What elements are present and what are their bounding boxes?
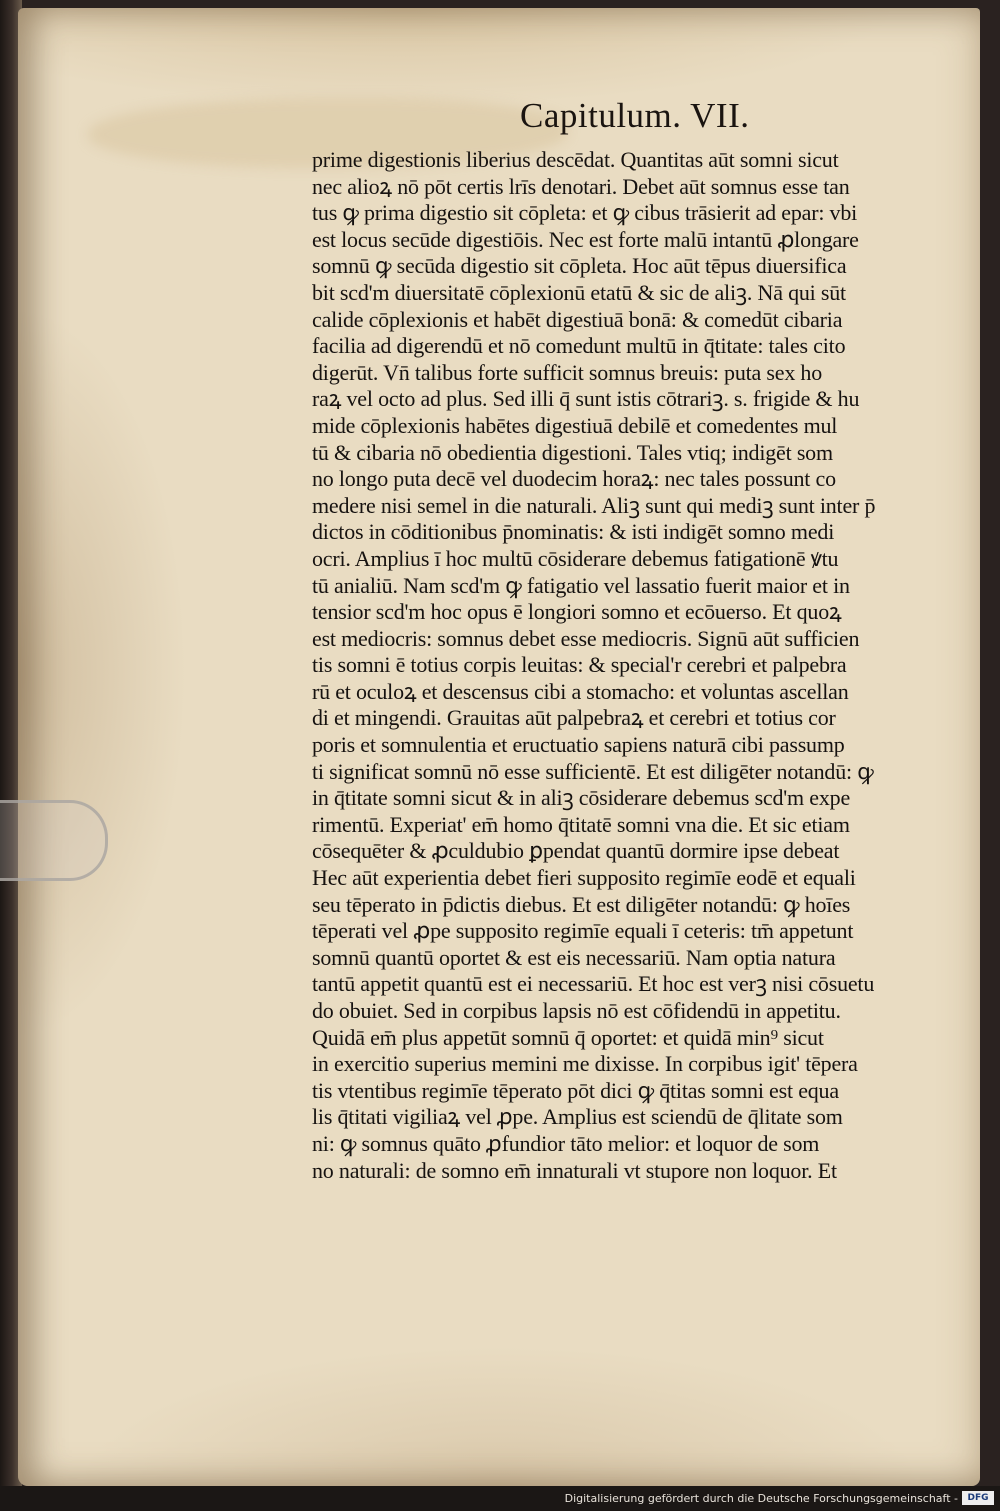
text-line: tus ꝙ prima digestio sit cōpleta: et ꝙ cibus trāsierit ad epar: vbi — [312, 200, 858, 226]
text-line: cōsequēter & ꝓculdubio ꝑpendat quantū dormire ipse debeat — [312, 838, 840, 864]
text-line: raꝝ vel octo ad plus. Sed illi q̄ sunt istis cōtrariꝫ. s. frigide & hu — [312, 386, 860, 412]
text-line: est mediocris: somnus debet esse mediocris. Signū aūt sufficien — [312, 625, 860, 651]
text-line: medere nisi semel in die naturali. Aliꝫ sunt qui mediꝫ sunt inter p̄ — [312, 492, 876, 518]
text-line: mide cōplexionis habētes digestiuā debilē et comedentes mul — [312, 412, 838, 438]
text-line: in q̄titate somni sicut & in aliꝫ cōsiderare debemus scd'm expe — [312, 785, 851, 811]
text-line: somnū quantū oportet & est eis necessariū. Nam optia natura — [312, 944, 836, 970]
text-line: rimentū. Experiat' em̄ homo q̄titatē somni vna die. Et sic etiam — [312, 811, 850, 837]
text-line: facilia ad digerendū et nō comedunt multū in q̄titate: tales cito — [312, 333, 846, 359]
text-line: poris et somnulentia et eructuatio sapiens naturā cibi passump — [312, 732, 845, 758]
text-line: tis vtentibus regimīe tēperato pōt dici ꝙ q̄titas somni est equa — [312, 1077, 839, 1103]
text-block — [312, 147, 942, 1184]
text-line: somnū ꝙ secūda digestio sit cōpleta. Hoc aūt tēpus diuersifica — [312, 253, 847, 279]
text-line: in exercitio superius memini me dixisse. In corpibus igit' tēpera — [312, 1051, 858, 1077]
text-line: nec alioꝝ nō pōt certis lrīs denotari. Debet aūt somnus esse tan — [312, 173, 850, 199]
text-line: di et mingendi. Grauitas aūt palpebraꝝ et cerebri et totius cor — [312, 705, 836, 731]
text-line: calide cōplexionis et habēt digestiuā bonā: & comedūt cibaria — [312, 306, 843, 332]
text-line: dictos in cōditionibus p̄nominatis: & isti indigēt somno medi — [312, 519, 835, 545]
digitization-credit: Digitalisierung gefördert durch die Deutsche Forschungsgemeinschaft - — [564, 1492, 958, 1505]
text-line: no longo puta decē vel duodecim horaꝝ: nec tales possunt co — [312, 466, 836, 492]
running-head: Capitulum. VII. — [520, 96, 750, 135]
dfg-logo: DFG — [962, 1491, 994, 1505]
text-line: tū & cibaria nō obedientia digestioni. Tales vtiq; indigēt som — [312, 439, 833, 465]
text-line: seu tēperato in p̄dictis diebus. Et est diligēter notandū: ꝙ hoīes — [312, 891, 851, 917]
footer-bar — [0, 1486, 1000, 1511]
text-line: ni: ꝙ somnus quāto ꝓfundior tāto melior: et loquor de som — [312, 1130, 820, 1156]
text-line: tū anialiū. Nam scd'm ꝙ fatigatio vel lassatio fuerit maior et in — [312, 572, 850, 598]
text-line: lis q̄titati vigiliaꝝ vel ꝓpe. Amplius est sciendū de q̄litate som — [312, 1104, 843, 1130]
page-clip — [0, 800, 108, 881]
text-line: tensior scd'm hoc opus ē longiori somno et ecōuerso. Et quoꝝ — [312, 599, 842, 625]
text-line: no naturali: de somno em̄ innaturali vt stupore non loquor. Et — [312, 1157, 837, 1183]
text-line: tēperati vel ꝓpe supposito regimīe equali ī ceteris: tm̄ appetunt — [312, 918, 854, 944]
text-line: ti significat somnū nō esse sufficientē. Et est diligēter notandū: ꝙ — [312, 758, 874, 784]
text-line: Quidā em̄ plus appetūt somnū q̄ oportet: et quidā min⁹ sicut — [312, 1024, 824, 1050]
text-line: ocri. Amplius ī hoc multū cōsiderare debemus fatigationē ꝟtu — [312, 545, 839, 571]
text-line: tis somni ē totius corpis leuitas: & special'r cerebri et palpebra — [312, 652, 847, 678]
text-line: Hec aūt experientia debet fieri supposito regimīe eodē et equali — [312, 865, 856, 891]
text-line: bit scd'm diuersitatē cōplexionū etatū & sic de aliꝫ. Nā qui sūt — [312, 279, 846, 305]
text-line: rū et oculoꝝ et descensus cibi a stomacho: et voluntas ascellan — [312, 678, 849, 704]
text-line: do obuiet. Sed in corpibus lapsis nō est cōfidendū in appetitu. — [312, 998, 841, 1023]
text-line: tantū appetit quantū est ei necessariū. Et hoc est verꝫ nisi cōsuetu — [312, 971, 875, 997]
text-line: prime digestionis liberius descēdat. Quantitas aūt somni sicut — [312, 147, 839, 172]
text-line: digerūt. Vn̄ talibus forte sufficit somnus breuis: puta sex ho — [312, 359, 823, 385]
text-line: est locus secūde digestiōis. Nec est forte malū intantū ꝓlongare — [312, 226, 859, 252]
